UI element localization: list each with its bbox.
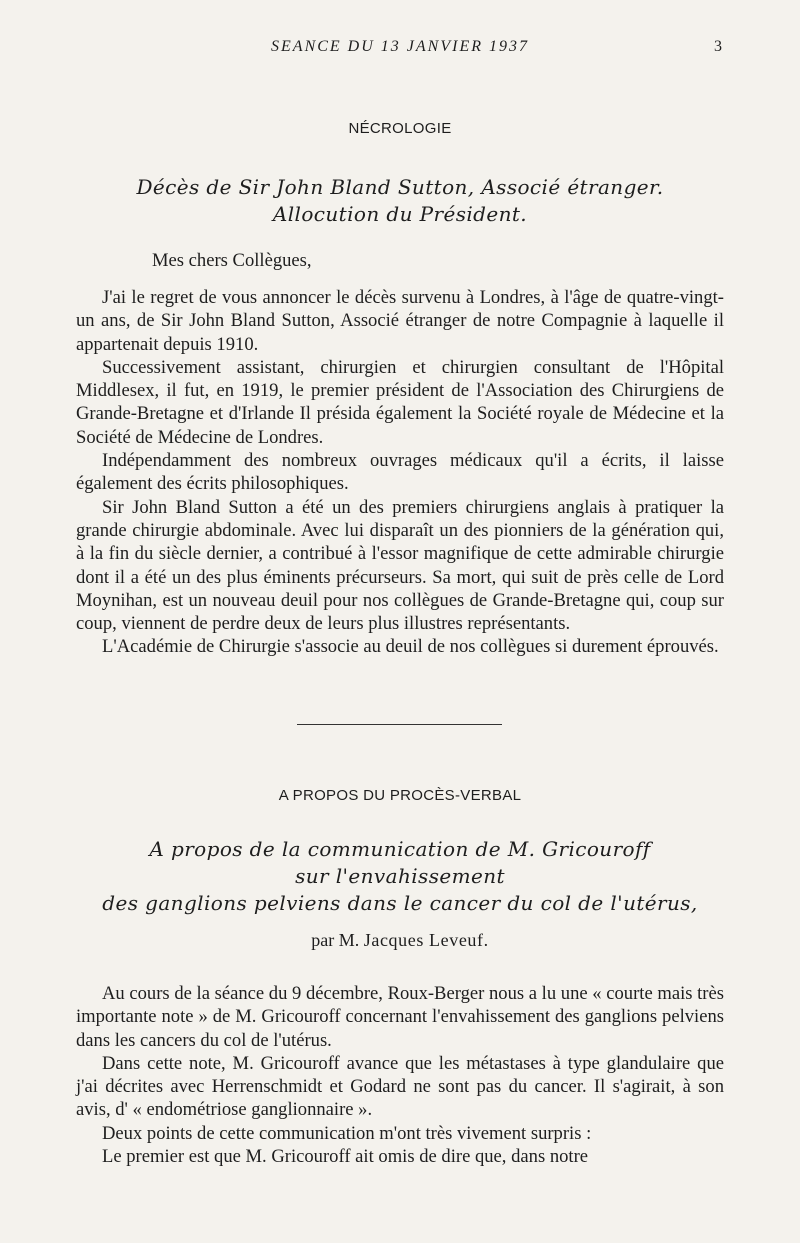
- byline-author: Jacques Leveuf.: [363, 930, 489, 950]
- paragraph: Sir John Bland Sutton a été un des premiers chirurgiens anglais à pratiquer la grande chirurgie abdominale. Avec lui disparaît un des pionniers de la génération qui, à la fin du siècle dernier, a contribué à l'essor magnifique de cette admirable chirurgie dont il a été un des plus éminents précurseurs. Sa mort, qui suit de près celle de Lord Moynihan, est un nouveau deuil pour nos collègues de Grande-Bretagne qui, coup sur coup, viennent de perdre deux de leurs plus illustres représentants.: [76, 496, 724, 635]
- section-heading-proces-verbal: A PROPOS DU PROCÈS-VERBAL: [278, 787, 522, 804]
- article-title-line: des ganglions pelviens dans le cancer du col de l'utérus,: [102, 891, 698, 915]
- article-title-line: Décès de Sir John Bland Sutton, Associé étranger.: [136, 175, 664, 199]
- paragraph: Deux points de cette communication m'ont très vivement surpris :: [102, 1122, 592, 1144]
- necrologie-body: [76, 286, 724, 659]
- article-title-necrologie: [60, 174, 740, 228]
- paragraph: Successivement assistant, chirurgien et chirurgien consultant de l'Hôpital Middlesex, il fut, en 1919, le premier président de l'Association des Chirurgiens de Grande-Bretagne et d'Irlande Il présida également la Société royale de Médecine et la Société de Médecine de Londres.: [76, 356, 724, 448]
- running-head: [0, 38, 800, 58]
- running-title: SEANCE DU 13 JANVIER 1937: [271, 38, 529, 55]
- paragraph: Le premier est que M. Gricouroff ait omis de dire que, dans notre: [102, 1146, 589, 1168]
- salutation: Mes chers Collègues,: [152, 250, 312, 271]
- proces-verbal-body: [76, 982, 724, 1168]
- article-title-line: A propos de la communication de M. Gricouroff: [149, 837, 651, 861]
- section-divider: [297, 724, 502, 725]
- article-title-proces-verbal: [60, 836, 740, 917]
- page-number: 3: [714, 38, 722, 55]
- byline-prefix: par M.: [311, 930, 360, 950]
- paragraph: Au cours de la séance du 9 décembre, Roux-Berger nous a lu une « courte mais très importante note » de M. Gricouroff concernant l'envahissement des ganglions pelviens dans les cancers du col de l'utérus.: [76, 983, 724, 1051]
- byline: [0, 930, 800, 951]
- paragraph: J'ai le regret de vous annoncer le décès survenu à Londres, à l'âge de quatre-vingt-un ans, de Sir John Bland Sutton, Associé étranger de notre Compagnie à laquelle il appartenait depuis 1910.: [76, 287, 724, 355]
- section-heading-necrologie: NÉCROLOGIE: [348, 120, 452, 137]
- paragraph: Dans cette note, M. Gricouroff avance que les métastases à type glandulaire que j'ai décrites avec Herrenschmidt et Godard ne sont pas du cancer. Il s'agirait, à son avis, d' « endométriose ganglionnaire ».: [76, 1052, 724, 1121]
- paragraph: L'Académie de Chirurgie s'associe au deuil de nos collègues si durement éprouvés.: [102, 636, 719, 658]
- article-title-line: sur l'envahissement: [295, 864, 505, 888]
- article-title-line: Allocution du Président.: [272, 202, 528, 226]
- paragraph: Indépendamment des nombreux ouvrages médicaux qu'il a écrits, il laisse également des écrits philosophiques.: [76, 450, 724, 495]
